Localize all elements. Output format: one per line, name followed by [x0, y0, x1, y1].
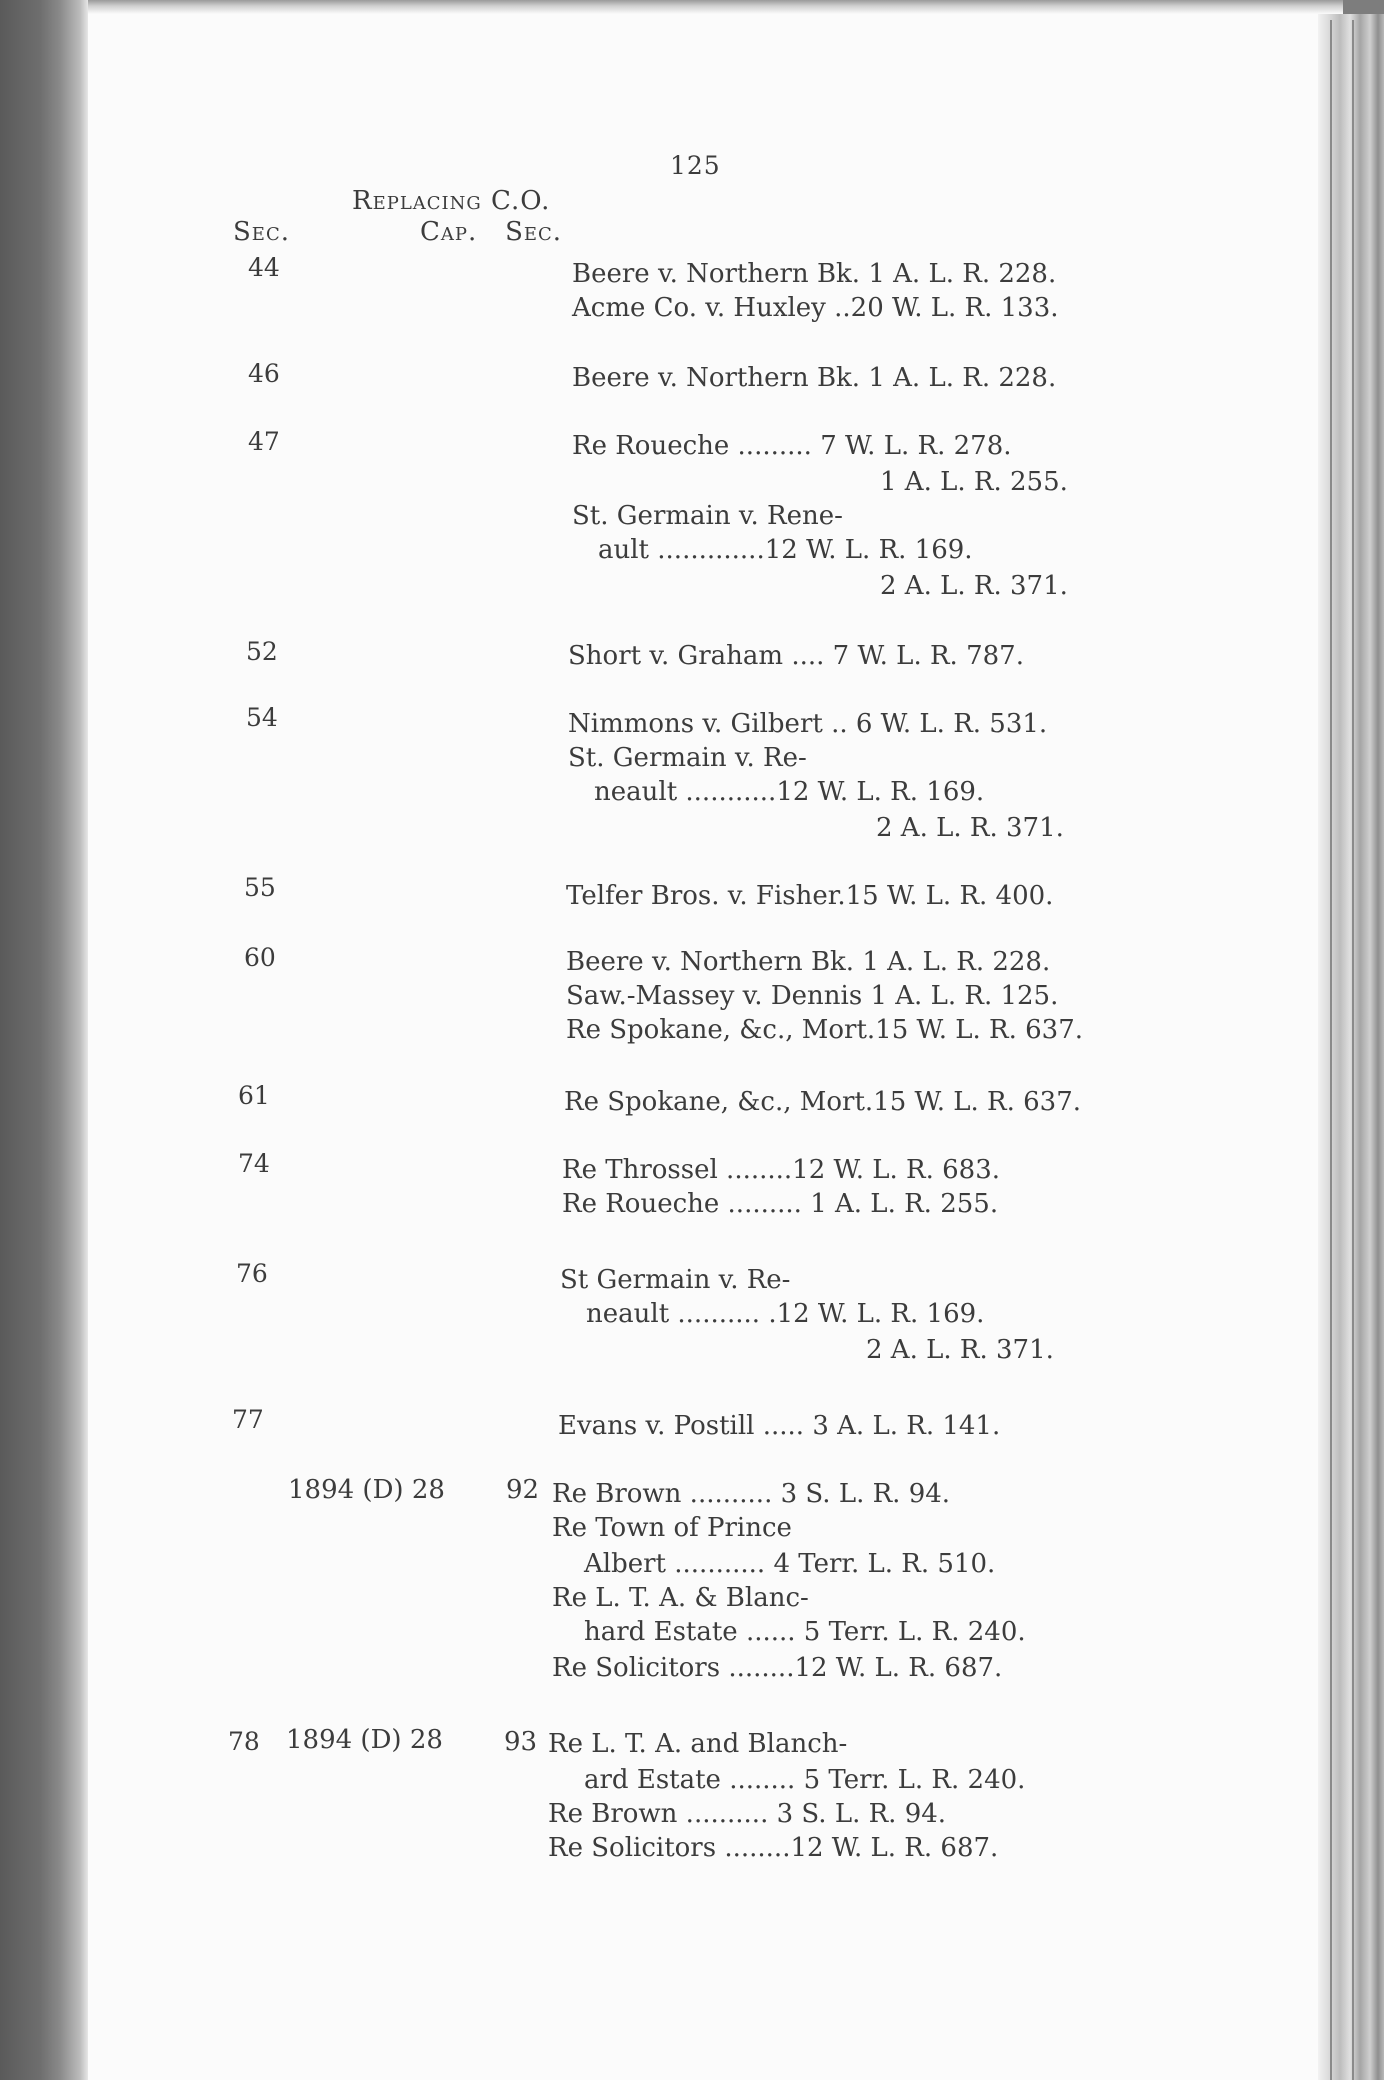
case-citation: Albert ........... 4 Terr. L. R. 510. — [584, 1549, 996, 1579]
replacing-sec: 92 — [506, 1475, 540, 1505]
case-citation: Re Roueche ......... 7 W. L. R. 278. — [572, 431, 1012, 461]
case-citation: Re Spokane, &c., Mort.15 W. L. R. 637. — [564, 1087, 1082, 1117]
page-number: 125 — [670, 151, 721, 180]
case-citation: 1 A. L. R. 255. — [880, 467, 1068, 497]
section-number: 74 — [238, 1149, 270, 1178]
page-stack-edge — [1318, 14, 1384, 2080]
case-citation: Re Brown .......... 3 S. L. R. 94. — [548, 1799, 947, 1829]
case-citation: Telfer Bros. v. Fisher.15 W. L. R. 400. — [566, 881, 1054, 911]
case-citation: Saw.-Massey v. Dennis 1 A. L. R. 125. — [566, 981, 1059, 1011]
replacing-cap: 1894 (D) 28 — [286, 1725, 443, 1755]
section-number: 54 — [246, 703, 278, 732]
case-citation: Beere v. Northern Bk. 1 A. L. R. 228. — [566, 947, 1051, 977]
header-sec: Sec. — [233, 217, 290, 247]
section-number: 60 — [244, 943, 276, 972]
replacing-sec: 93 — [504, 1727, 538, 1757]
header-replacing: Replacing C.O. — [352, 186, 551, 216]
case-citation: 2 A. L. R. 371. — [880, 571, 1068, 601]
case-citation: Re Solicitors ........12 W. L. R. 687. — [552, 1653, 1003, 1683]
case-citation: neault .......... .12 W. L. R. 169. — [586, 1299, 985, 1329]
replacing-cap: 1894 (D) 28 — [288, 1475, 445, 1505]
section-number: 61 — [238, 1081, 270, 1110]
case-citation: Re Spokane, &c., Mort.15 W. L. R. 637. — [566, 1015, 1084, 1045]
case-citation: hard Estate ...... 5 Terr. L. R. 240. — [584, 1617, 1026, 1647]
case-citation: Short v. Graham .... 7 W. L. R. 787. — [568, 641, 1024, 671]
case-citation: Evans v. Postill ..... 3 A. L. R. 141. — [558, 1411, 1001, 1441]
case-citation: Acme Co. v. Huxley ..20 W. L. R. 133. — [572, 293, 1059, 323]
case-citation: neault ...........12 W. L. R. 169. — [594, 777, 985, 807]
page-edge-line — [1330, 20, 1332, 2080]
case-citation: Re L. T. A. & Blanc- — [552, 1583, 809, 1613]
case-citation: Re Solicitors ........12 W. L. R. 687. — [548, 1833, 999, 1863]
case-citation: Re Town of Prince — [552, 1513, 792, 1543]
case-citation: Beere v. Northern Bk. 1 A. L. R. 228. — [572, 363, 1057, 393]
case-citation: Re Roueche ......... 1 A. L. R. 255. — [562, 1189, 999, 1219]
case-citation: St Germain v. Re- — [560, 1265, 791, 1295]
case-citation: 2 A. L. R. 371. — [866, 1335, 1054, 1365]
case-citation: Re Throssel ........12 W. L. R. 683. — [562, 1155, 1001, 1185]
case-citation: ault .............12 W. L. R. 169. — [598, 535, 973, 565]
section-number: 77 — [232, 1405, 264, 1434]
book-binding-shadow — [0, 0, 88, 2080]
section-number: 46 — [248, 359, 280, 388]
case-citation: Re L. T. A. and Blanch- — [548, 1729, 848, 1759]
case-citation: ard Estate ........ 5 Terr. L. R. 240. — [584, 1765, 1026, 1795]
case-citation: Nimmons v. Gilbert .. 6 W. L. R. 531. — [568, 709, 1048, 739]
section-number: 78 — [228, 1727, 260, 1756]
section-number: 76 — [236, 1259, 268, 1288]
header-cap-sec: Cap. Sec. — [420, 217, 563, 247]
section-number: 55 — [244, 873, 276, 902]
page-top-edge — [88, 0, 1343, 14]
case-citation: Beere v. Northern Bk. 1 A. L. R. 228. — [572, 259, 1057, 289]
case-citation: Re Brown .......... 3 S. L. R. 94. — [552, 1479, 951, 1509]
case-citation: St. Germain v. Rene- — [572, 501, 843, 531]
page-edge-line — [1352, 20, 1354, 2080]
section-number: 47 — [248, 427, 280, 456]
case-citation: St. Germain v. Re- — [568, 743, 807, 773]
section-number: 52 — [246, 637, 278, 666]
section-number: 44 — [248, 253, 280, 282]
case-citation: 2 A. L. R. 371. — [876, 813, 1064, 843]
